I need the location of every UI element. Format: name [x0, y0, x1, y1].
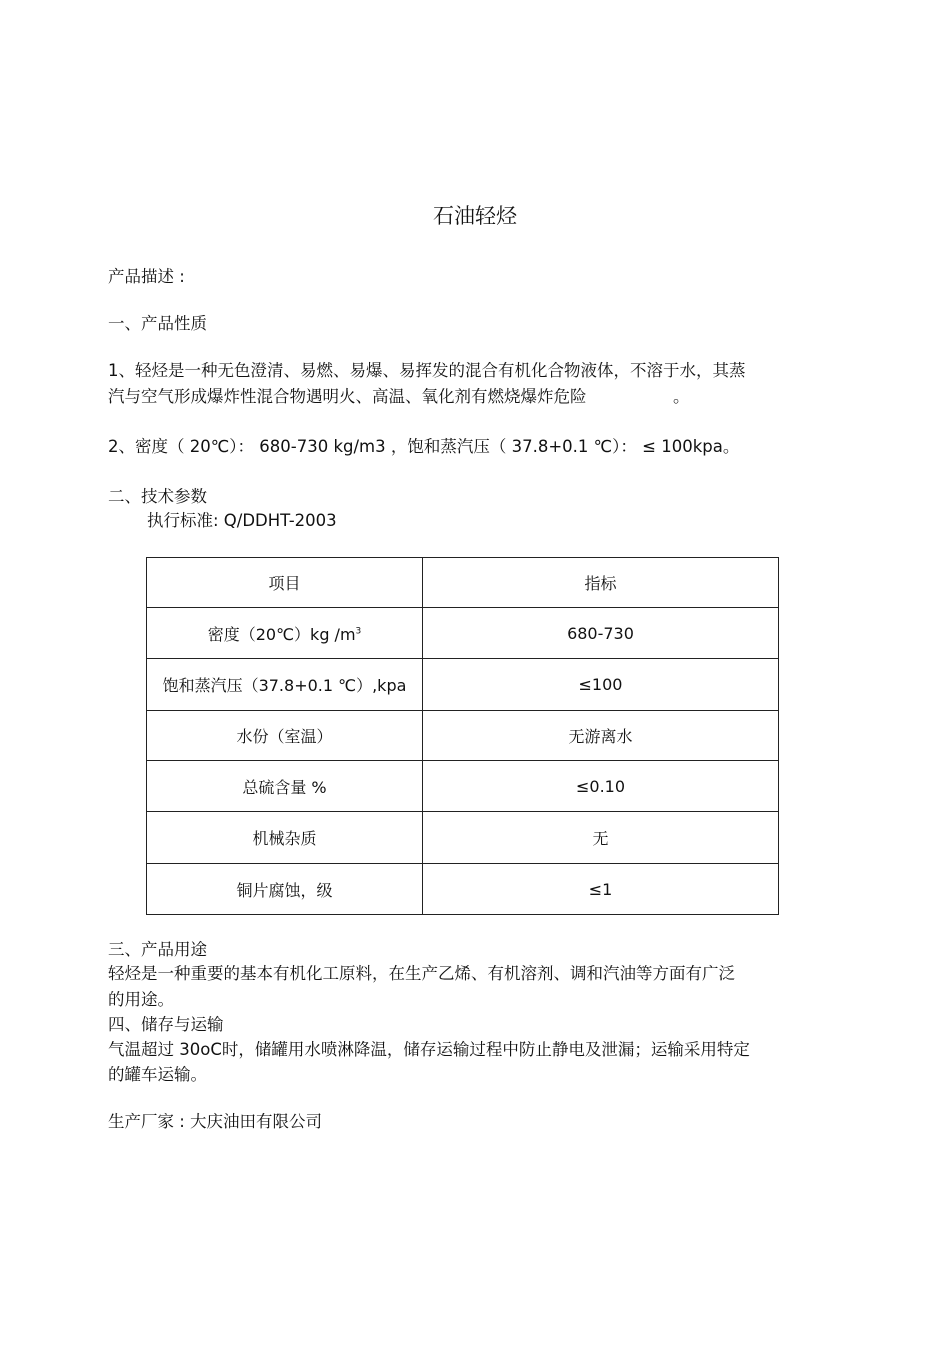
header-index: 指标	[423, 558, 779, 608]
row-item: 水份（室温）	[147, 711, 423, 761]
spec-table	[146, 557, 779, 915]
section-2-heading: 二、技术参数	[108, 487, 207, 506]
row-item: 饱和蒸汽压（37.8+0.1 ℃）,kpa	[147, 659, 423, 711]
header-item: 项目	[147, 558, 423, 608]
row-item: 机械杂质	[147, 812, 423, 864]
execution-standard: 执行标准: Q/DDHT-2003	[147, 511, 337, 530]
storage-line-1: 气温超过 30oC时，储罐用水喷淋降温，储存运输过程中防止静电及泄漏；运输采用特定	[108, 1040, 750, 1059]
row-item: 密度（20℃）kg $/m^3$	[147, 608, 423, 659]
section-4-heading: 四、储存与运输	[108, 1015, 224, 1034]
row-item: 铜片腐蚀，级	[147, 864, 423, 915]
row-value: 680-730	[423, 608, 779, 659]
row-value: ≤100	[423, 659, 779, 711]
row-value: 无	[423, 812, 779, 864]
table-header-row	[147, 558, 779, 608]
property-paragraph-1-line-2: 汽与空气形成爆炸性混合物遇明火、高温、氧化剂有燃烧爆炸危险	[108, 387, 587, 406]
usage-line-1: 轻烃是一种重要的基本有机化工原料，在生产乙烯、有机溶剂、调和汽油等方面有广泛	[108, 964, 735, 983]
property-paragraph-1-end: 。	[673, 387, 690, 406]
table-row	[147, 608, 779, 659]
table-row	[147, 864, 779, 915]
property-paragraph-1-line-1: 1、轻烃是一种无色澄清、易燃、易爆、易挥发的混合有机化合物液体，不溶于水，其蒸	[108, 361, 746, 380]
table-row	[147, 761, 779, 812]
superscript: 3	[355, 626, 362, 637]
row-value: ≤1	[423, 864, 779, 915]
product-description-label: 产品描述 :	[108, 267, 185, 286]
section-3-heading: 三、产品用途	[108, 940, 207, 959]
table-row	[147, 711, 779, 761]
storage-line-2: 的罐车运输。	[108, 1065, 207, 1084]
manufacturer: 生产厂家 : 大庆油田有限公司	[108, 1112, 323, 1131]
table-row	[147, 659, 779, 711]
section-1-heading: 一、产品性质	[108, 314, 207, 333]
row-value: 无游离水	[423, 711, 779, 761]
table-row	[147, 812, 779, 864]
row-value: ≤0.10	[423, 761, 779, 812]
usage-line-2: 的用途。	[108, 990, 174, 1009]
row-item: 总硫含量 %	[147, 761, 423, 812]
property-paragraph-2: 2、密度（ 20℃）： 680-730 kg/m3 ，饱和蒸汽压（ 37.8+0.1 ℃）： ≤ 100kpa。	[108, 437, 740, 456]
document-title: 石油轻烃	[433, 204, 517, 228]
